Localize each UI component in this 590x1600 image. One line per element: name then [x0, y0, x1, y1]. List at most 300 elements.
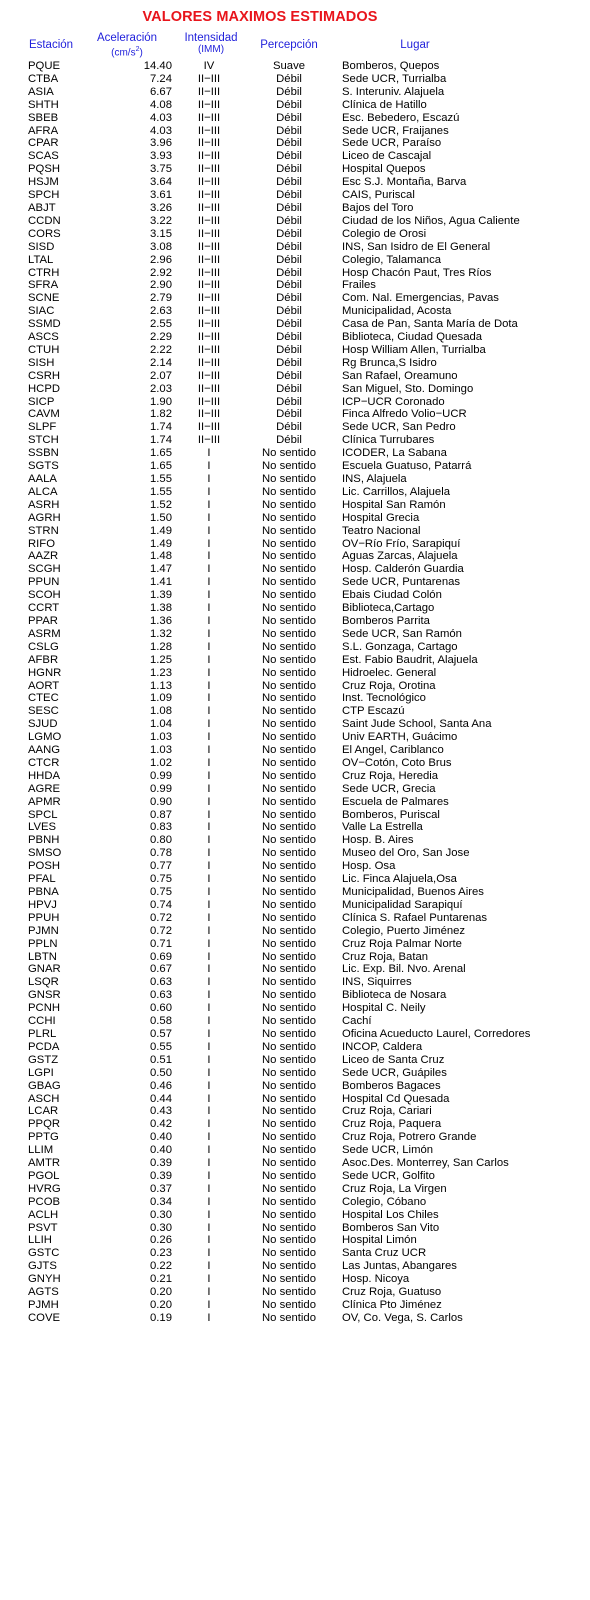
station-code: PPUN [28, 576, 60, 589]
station-code: SSBN [28, 447, 59, 460]
acceleration-value: 0.77 [150, 860, 172, 873]
station-code: AGRH [28, 511, 61, 524]
intensity-value: I [207, 1311, 211, 1324]
table-row [0, 1170, 590, 1183]
perception-value: No sentido [261, 1221, 316, 1234]
location-name: OV, Co. Vega, S. Carlos [342, 1311, 463, 1324]
table-row [0, 73, 590, 86]
location-name: Clínica Turrubares [342, 434, 435, 447]
station-code: PPQR [28, 1118, 61, 1131]
perception-value: Débil [276, 331, 302, 344]
perception-value: Débil [276, 421, 302, 434]
acceleration-value: 3.96 [150, 137, 172, 150]
station-code: GNYH [28, 1273, 61, 1286]
table-row [0, 1028, 590, 1041]
location-name: CTP Escazú [342, 705, 405, 718]
table-row [0, 860, 590, 873]
location-name: ICP−UCR Coronado [342, 395, 445, 408]
perception-value: No sentido [261, 602, 316, 615]
station-code: LSQR [28, 976, 59, 989]
acceleration-value: 3.26 [150, 201, 172, 214]
location-name: El Angel, Cariblanco [342, 744, 444, 757]
intensity-value: II−III [197, 150, 221, 163]
perception-value: Débil [276, 201, 302, 214]
station-code: LTAL [28, 253, 54, 266]
location-name: Bomberos, Puriscal [342, 808, 440, 821]
location-name: Municipalidad Sarapiquí [342, 898, 463, 911]
acceleration-value: 0.87 [150, 808, 172, 821]
acceleration-value: 1.48 [150, 550, 172, 563]
acceleration-value: 1.74 [150, 434, 172, 447]
intensity-value: I [207, 769, 211, 782]
header-percepcion: Percepción [260, 39, 318, 51]
location-name: Hosp William Allen, Turrialba [342, 343, 486, 356]
station-code: ALCA [28, 485, 58, 498]
location-name: Hospital Los Chiles [342, 1208, 439, 1221]
location-name: Bomberos Parrita [342, 614, 430, 627]
intensity-value: I [207, 705, 211, 718]
header-intensidad [178, 33, 244, 55]
intensity-value: I [207, 860, 211, 873]
table-row [0, 447, 590, 460]
table-row [0, 408, 590, 421]
station-code: PSVT [28, 1221, 58, 1234]
location-name: Hospital Cd Quesada [342, 1092, 450, 1105]
perception-value: No sentido [261, 1311, 316, 1324]
table-row [0, 1247, 590, 1260]
station-code: PPLN [28, 937, 58, 950]
intensity-value: I [207, 498, 211, 511]
intensity-value: I [207, 756, 211, 769]
station-code: CSLG [28, 640, 59, 653]
location-name: Cruz Roja, Guatuso [342, 1286, 442, 1299]
acceleration-value: 0.22 [150, 1260, 172, 1273]
location-name: Biblioteca de Nosara [342, 989, 447, 1002]
station-code: ABJT [28, 201, 56, 214]
acceleration-value: 1.65 [150, 447, 172, 460]
perception-value: No sentido [261, 1195, 316, 1208]
intensity-value: I [207, 640, 211, 653]
location-name: Hosp. Nicoya [342, 1273, 410, 1286]
acceleration-value: 0.67 [150, 963, 172, 976]
location-name: Com. Nal. Emergencias, Pavas [342, 292, 499, 305]
table-row [0, 163, 590, 176]
table-row [0, 770, 590, 783]
station-code: LLIH [28, 1234, 52, 1247]
acceleration-value: 0.75 [150, 873, 172, 886]
acceleration-value: 0.23 [150, 1247, 172, 1260]
table-row [0, 783, 590, 796]
perception-value: No sentido [261, 886, 316, 898]
location-name: Santa Cruz UCR [342, 1247, 427, 1260]
station-code: ASRH [28, 498, 60, 511]
location-name: Cruz Roja Palmar Norte [342, 937, 462, 950]
table-row [0, 1312, 590, 1325]
location-name: Rg Brunca,S Isidro [342, 356, 437, 369]
intensity-value: II−III [197, 434, 221, 447]
intensity-value: I [207, 576, 211, 589]
intensity-value: I [207, 679, 211, 692]
intensity-value: I [207, 666, 211, 679]
acceleration-value: 0.63 [150, 989, 172, 1002]
intensity-value: I [207, 821, 211, 834]
intensity-value: I [207, 627, 211, 640]
header-aceleracion [86, 33, 168, 58]
perception-value: No sentido [261, 1208, 316, 1221]
perception-value: No sentido [261, 744, 316, 757]
acceleration-value: 2.92 [150, 266, 172, 279]
acceleration-value: 0.20 [150, 1286, 172, 1299]
location-name: Hosp. Osa [342, 860, 396, 873]
location-name: Aguas Zarcas, Alajuela [342, 550, 458, 563]
table-row [0, 357, 590, 370]
location-name: S. Interuniv. Alajuela [342, 85, 445, 98]
station-code: HHDA [28, 769, 61, 782]
acceleration-value: 0.44 [150, 1092, 172, 1105]
perception-value: No sentido [261, 873, 316, 886]
intensity-value: I [207, 1157, 211, 1170]
location-name: Sede UCR, Guápiles [342, 1066, 447, 1079]
table-row [0, 873, 590, 886]
intensity-value: I [207, 1169, 211, 1182]
acceleration-value: 3.22 [150, 214, 172, 227]
table-row [0, 705, 590, 718]
perception-value: No sentido [261, 924, 316, 937]
perception-value: No sentido [261, 989, 316, 1002]
intensity-value: I [207, 744, 211, 757]
table-row [0, 744, 590, 757]
intensity-value: I [207, 795, 211, 808]
intensity-value: I [207, 924, 211, 937]
acceleration-value: 0.60 [150, 1002, 172, 1015]
table-row [0, 344, 590, 357]
acceleration-value: 1.39 [150, 589, 172, 602]
perception-value: Débil [276, 176, 302, 189]
table-row [0, 150, 590, 163]
table-row [0, 292, 590, 305]
location-name: Asoc.Des. Monterrey, San Carlos [342, 1157, 509, 1170]
station-code: CTBA [28, 72, 59, 85]
table-row [0, 563, 590, 576]
station-code: PJMH [28, 1299, 59, 1311]
station-code: SHTH [28, 98, 59, 111]
station-code: HSJM [28, 176, 59, 189]
table-row [0, 473, 590, 486]
intensity-value: II−III [197, 85, 221, 98]
intensity-value: I [207, 1027, 211, 1040]
perception-value: No sentido [261, 1144, 316, 1157]
intensity-value: I [207, 460, 211, 473]
location-name: Bomberos Bagaces [342, 1079, 441, 1092]
station-code: GSTC [28, 1247, 60, 1260]
perception-value: Débil [276, 369, 302, 382]
perception-value: No sentido [261, 1079, 316, 1092]
acceleration-value: 1.82 [150, 408, 172, 421]
perception-value: No sentido [261, 1105, 316, 1118]
perception-value: No sentido [261, 627, 316, 640]
acceleration-value: 1.28 [150, 640, 172, 653]
intensity-value: II−III [197, 369, 221, 382]
location-name: Lic. Carrillos, Alajuela [342, 485, 450, 498]
perception-value: No sentido [261, 769, 316, 782]
header-aceleracion-unit: $(cm/s^2)$ [111, 46, 143, 59]
station-code: PFAL [28, 873, 56, 886]
intensity-value: I [207, 1118, 211, 1131]
table-row [0, 228, 590, 241]
table-row [0, 99, 590, 112]
station-code: SICP [28, 395, 55, 408]
intensity-value: II−III [197, 331, 221, 344]
table-row [0, 1234, 590, 1247]
station-code: CCHI [28, 1015, 56, 1028]
table-row [0, 176, 590, 189]
table-row [0, 731, 590, 744]
intensity-value: II−III [197, 266, 221, 279]
perception-value: No sentido [261, 705, 316, 718]
header-aceleracion-label: Aceleración [96, 32, 158, 44]
perception-value: No sentido [261, 1273, 316, 1286]
acceleration-value: 0.63 [150, 976, 172, 989]
intensity-value: I [207, 1002, 211, 1015]
location-name: Univ EARTH, Guácimo [342, 731, 458, 744]
intensity-value: II−III [197, 279, 221, 292]
location-name: Sede UCR, Golfito [342, 1169, 435, 1182]
station-code: RIFO [28, 537, 55, 550]
location-name: Hospital C. Neily [342, 1002, 426, 1015]
table-row [0, 1273, 590, 1286]
table-row [0, 951, 590, 964]
intensity-value: II−III [197, 292, 221, 305]
perception-value: No sentido [261, 550, 316, 563]
location-name: Colegio, Puerto Jiménez [342, 924, 466, 937]
location-name: Esc. Bebedero, Escazú [342, 111, 460, 124]
intensity-value: I [207, 976, 211, 989]
location-name: Biblioteca, Ciudad Quesada [342, 331, 483, 344]
location-name: Lic. Finca Alajuela,Osa [342, 873, 457, 886]
acceleration-value: 0.75 [150, 886, 172, 898]
station-code: HVRG [28, 1182, 61, 1195]
intensity-value: I [207, 1286, 211, 1299]
table-row [0, 602, 590, 615]
intensity-value: I [207, 808, 211, 821]
intensity-value: II−III [197, 395, 221, 408]
perception-value: No sentido [261, 1182, 316, 1195]
perception-value: No sentido [261, 485, 316, 498]
table-row [0, 305, 590, 318]
station-code: AGTS [28, 1286, 59, 1299]
station-code: SPCH [28, 189, 60, 202]
location-name: Las Juntas, Abangares [342, 1260, 457, 1273]
table-row [0, 1157, 590, 1170]
acceleration-value: 1.13 [150, 679, 172, 692]
table-row [0, 189, 590, 202]
station-code: SSMD [28, 318, 61, 331]
intensity-value: I [207, 447, 211, 460]
location-name: Hospital Grecia [342, 511, 420, 524]
acceleration-value: 14.40 [143, 60, 172, 72]
intensity-value: II−III [197, 356, 221, 369]
perception-value: No sentido [261, 1234, 316, 1247]
perception-value: No sentido [261, 537, 316, 550]
table-row [0, 383, 590, 396]
acceleration-value: 3.75 [150, 163, 172, 176]
acceleration-value: 0.42 [150, 1118, 172, 1131]
perception-value: No sentido [261, 666, 316, 679]
station-code: CCRT [28, 602, 60, 615]
location-name: Clínica Pto Jiménez [342, 1299, 442, 1311]
location-name: Est. Fabio Baudrit, Alajuela [342, 653, 478, 666]
intensity-value: I [207, 898, 211, 911]
station-code: STCH [28, 434, 59, 447]
intensity-value: I [207, 524, 211, 537]
station-code: GBAG [28, 1079, 61, 1092]
table-row [0, 525, 590, 538]
station-code: COVE [28, 1311, 61, 1324]
intensity-value: II−III [197, 240, 221, 253]
perception-value: No sentido [261, 473, 316, 485]
perception-value: Débil [276, 305, 302, 318]
perception-value: No sentido [261, 1260, 316, 1273]
intensity-value: I [207, 1131, 211, 1144]
intensity-value: I [207, 731, 211, 744]
acceleration-value: 0.37 [150, 1182, 172, 1195]
acceleration-value: 0.99 [150, 782, 172, 795]
location-name: Frailes [342, 279, 376, 292]
acceleration-value: 0.83 [150, 821, 172, 834]
table-row [0, 809, 590, 822]
station-code: AAZR [28, 550, 59, 563]
location-name: OV−Río Frío, Sarapiquí [342, 537, 461, 550]
table-row [0, 86, 590, 99]
station-code: AANG [28, 744, 61, 757]
acceleration-value: 0.72 [150, 911, 172, 924]
station-code: STRN [28, 524, 59, 537]
intensity-value: I [207, 511, 211, 524]
table-row [0, 628, 590, 641]
intensity-value: I [207, 1105, 211, 1118]
acceleration-value: 3.64 [150, 176, 172, 189]
perception-value: No sentido [261, 795, 316, 808]
intensity-value: I [207, 834, 211, 847]
acceleration-value: 0.30 [150, 1208, 172, 1221]
acceleration-value: 0.58 [150, 1015, 172, 1028]
table-row [0, 692, 590, 705]
perception-value: Débil [276, 150, 302, 163]
perception-value: No sentido [261, 679, 316, 692]
acceleration-value: 1.36 [150, 614, 172, 627]
station-code: CSRH [28, 369, 61, 382]
perception-value: Débil [276, 292, 302, 305]
acceleration-value: 1.25 [150, 653, 172, 666]
perception-value: Débil [276, 318, 302, 331]
acceleration-value: 0.74 [150, 898, 172, 911]
perception-value: No sentido [261, 1286, 316, 1299]
intensity-value: I [207, 1208, 211, 1221]
table-row [0, 1209, 590, 1222]
table-row [0, 1299, 590, 1312]
acceleration-value: 1.09 [150, 692, 172, 705]
intensity-value: II−III [197, 408, 221, 421]
station-code: AALA [28, 473, 57, 485]
perception-value: No sentido [261, 498, 316, 511]
perception-value: Débil [276, 85, 302, 98]
intensity-value: II−III [197, 201, 221, 214]
location-name: Finca Alfredo Volio−UCR [342, 408, 467, 421]
location-name: Colegio de Orosi [342, 227, 427, 240]
perception-value: Débil [276, 98, 302, 111]
location-name: ICODER, La Sabana [342, 447, 447, 460]
acceleration-value: 1.02 [150, 756, 172, 769]
perception-value: Débil [276, 163, 302, 176]
station-code: SJUD [28, 718, 58, 731]
station-code: AMTR [28, 1157, 61, 1170]
intensity-value: II−III [197, 318, 221, 331]
perception-value: No sentido [261, 524, 316, 537]
station-code: LLIM [28, 1144, 54, 1157]
station-code: CTRH [28, 266, 60, 279]
header-intensidad-label: Intensidad [184, 32, 238, 44]
location-name: CAIS, Puriscal [342, 189, 415, 202]
location-name: Cruz Roja, Heredia [342, 769, 439, 782]
station-code: SCOH [28, 589, 61, 602]
table-row [0, 615, 590, 628]
station-code: PPTG [28, 1131, 59, 1144]
intensity-value: I [207, 847, 211, 860]
table-row [0, 125, 590, 138]
acceleration-value: 1.52 [150, 498, 172, 511]
perception-value: No sentido [261, 1157, 316, 1170]
acceleration-value: 3.61 [150, 189, 172, 202]
perception-value: Débil [276, 111, 302, 124]
station-code: CORS [28, 227, 61, 240]
perception-value: No sentido [261, 731, 316, 744]
intensity-value: IV [203, 60, 215, 72]
station-code: SCNE [28, 292, 60, 305]
intensity-value: I [207, 1144, 211, 1157]
table-row [0, 576, 590, 589]
location-name: Teatro Nacional [342, 524, 421, 537]
location-name: Valle La Estrella [342, 821, 423, 834]
acceleration-value: 0.20 [150, 1299, 172, 1311]
table-row [0, 1015, 590, 1028]
intensity-value: II−III [197, 382, 221, 395]
location-name: Hospital Limón [342, 1234, 417, 1247]
location-name: Cruz Roja, Cariari [342, 1105, 432, 1118]
acceleration-value: 1.90 [150, 395, 172, 408]
acceleration-value: 0.57 [150, 1027, 172, 1040]
acceleration-value: 1.41 [150, 576, 172, 589]
location-name: Hospital Quepos [342, 163, 426, 176]
station-code: SFRA [28, 279, 59, 292]
intensity-value: I [207, 614, 211, 627]
station-code: LCAR [28, 1105, 59, 1118]
station-code: GJTS [28, 1260, 57, 1273]
intensity-value: II−III [197, 227, 221, 240]
perception-value: No sentido [261, 511, 316, 524]
intensity-value: I [207, 1079, 211, 1092]
perception-value: Débil [276, 266, 302, 279]
station-code: PPUH [28, 911, 60, 924]
intensity-value: II−III [197, 163, 221, 176]
station-code: SISH [28, 356, 55, 369]
table-row [0, 718, 590, 731]
perception-value: No sentido [261, 821, 316, 834]
location-name: Cruz Roja, La Virgen [342, 1182, 447, 1195]
table-row [0, 1144, 590, 1157]
table-row [0, 667, 590, 680]
location-name: Sede UCR, Puntarenas [342, 576, 461, 589]
location-name: Ebais Ciudad Colón [342, 589, 442, 602]
